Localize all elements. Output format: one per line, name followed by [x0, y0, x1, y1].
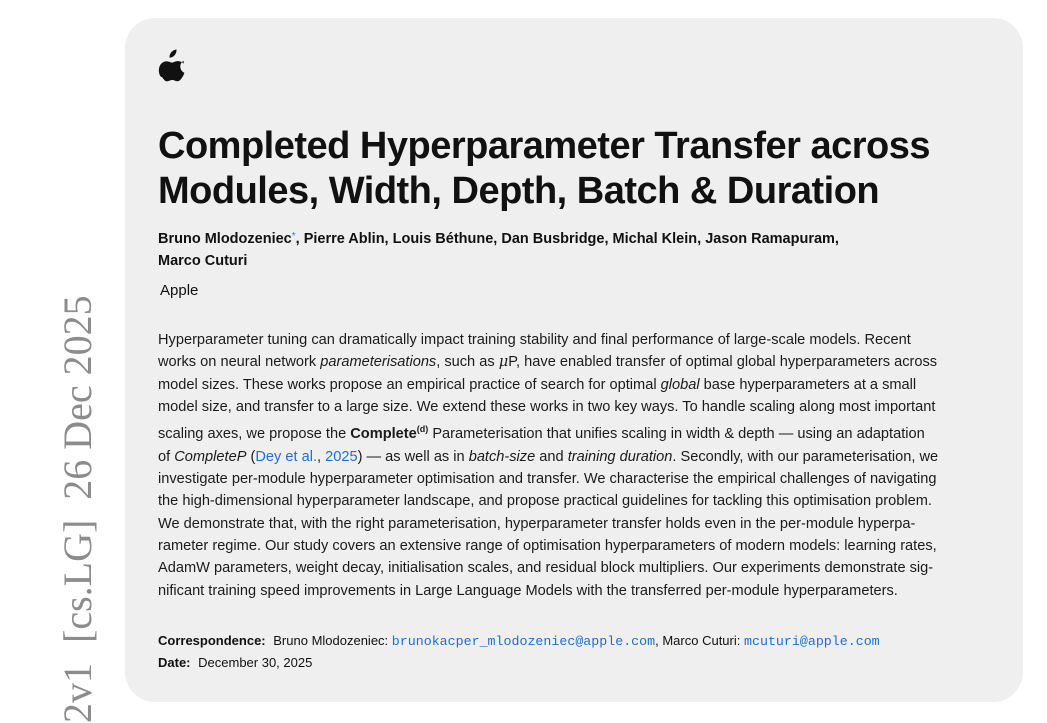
equal-contribution-mark: * — [291, 231, 296, 242]
abstract-line — [158, 446, 998, 468]
text-run: . Secondly, with our parameterisation, we — [672, 448, 939, 465]
abstract-line: Hyperparameter tuning can dramatically impact training stability and final performance of large-scale models. Recent — [158, 332, 911, 348]
mu-symbol: μ — [498, 353, 509, 371]
date-value: December 30, 2025 — [198, 655, 313, 670]
abstract-line: the high-dimensional hyperparameter landscape, and propose practical guidelines for tackling this optimisation problem. — [158, 493, 932, 510]
abstract-line: We demonstrate that, with the right parameterisation, hyperparameter transfer holds even in the per-module hyperpa- — [158, 515, 916, 532]
title-line-2: Modules, Width, Depth, Batch & Duration — [158, 170, 880, 212]
abstract-line — [158, 374, 998, 396]
email-link-1[interactable]: brunokacper_mlodozeniec@apple.com — [391, 634, 656, 649]
text-run: base hyperparameters at a small — [699, 376, 917, 393]
correspondence-label: Correspondence: — [158, 633, 266, 648]
text-run: scaling axes, we propose the — [158, 426, 351, 443]
emphasis: parameterisations — [320, 354, 437, 371]
abstract-text — [158, 329, 998, 602]
text-run: , such as — [436, 354, 499, 371]
title-line-1: Completed Hyperparameter Transfer across — [158, 125, 930, 167]
abstract-line: AdamW parameters, weight decay, initialisation scales, and residual block multipliers. Our experiments demonstrate sig- — [158, 560, 934, 577]
method-superscript: (d) — [416, 424, 429, 435]
abstract-line: rameter regime. Our study covers an extensive range of optimisation hyperparameters of modern models: learning rates, — [158, 538, 937, 555]
emphasis: training duration — [567, 448, 673, 465]
arxiv-identifier: 2v1 [cs.LG] 26 Dec 2025 — [55, 295, 100, 723]
abstract-line: nificant training speed improvements in Large Language Models with the transferred per-module hyperparameters. — [158, 582, 898, 599]
author-list — [158, 226, 998, 272]
text-run: Parameterisation that unifies scaling in width & depth — using an adaptation — [428, 426, 925, 443]
text-run: , — [317, 448, 326, 465]
emphasis: batch-size — [468, 448, 536, 465]
affiliation: Apple — [160, 282, 199, 299]
text-run: ( — [246, 448, 256, 465]
citation-link[interactable]: Dey et al. — [255, 448, 318, 465]
emphasis: global — [660, 376, 700, 393]
abstract-line — [158, 351, 998, 373]
correspondence-separator: , Marco Cuturi: — [655, 633, 741, 648]
first-author: Bruno Mlodozeniec — [158, 231, 292, 247]
author-line-2: Marco Cuturi — [158, 253, 248, 269]
email-link-2[interactable]: mcuturi@apple.com — [744, 634, 880, 649]
correspondence — [158, 631, 998, 652]
date-label: Date: — [158, 655, 191, 670]
arxiv-stamp — [0, 0, 100, 723]
emphasis: CompleteP — [174, 448, 247, 465]
text-run: and — [535, 448, 568, 465]
citation-year-link[interactable]: 2025 — [325, 448, 358, 465]
text-run: model sizes. These works propose an empirical practice of search for optimal — [158, 376, 661, 393]
paper-title — [158, 124, 1008, 214]
text-run: ) — as well as in — [357, 448, 469, 465]
correspondence-name-1: Bruno Mlodozeniec: — [273, 633, 389, 648]
date-line — [158, 653, 998, 673]
author-line-1 — [158, 226, 998, 250]
text-run: works on neural network — [158, 354, 321, 371]
apple-logo-icon — [155, 48, 187, 84]
abstract-line: model size, and transfer to a large size. We extend these works in two key ways. To handle scaling along most important — [158, 399, 936, 416]
abstract-line — [158, 418, 998, 445]
abstract-line: investigate per-module hyperparameter optimisation and transfer. We characterise the empirical challenges of navigating — [158, 471, 937, 488]
text-run: P, have enabled transfer of optimal global hyperparameters across — [508, 354, 938, 371]
text-run: of — [158, 448, 175, 465]
method-name: Complete — [350, 426, 417, 443]
other-authors: , Pierre Ablin, Louis Béthune, Dan Busbridge, Michal Klein, Jason Ramapuram, — [295, 231, 839, 247]
